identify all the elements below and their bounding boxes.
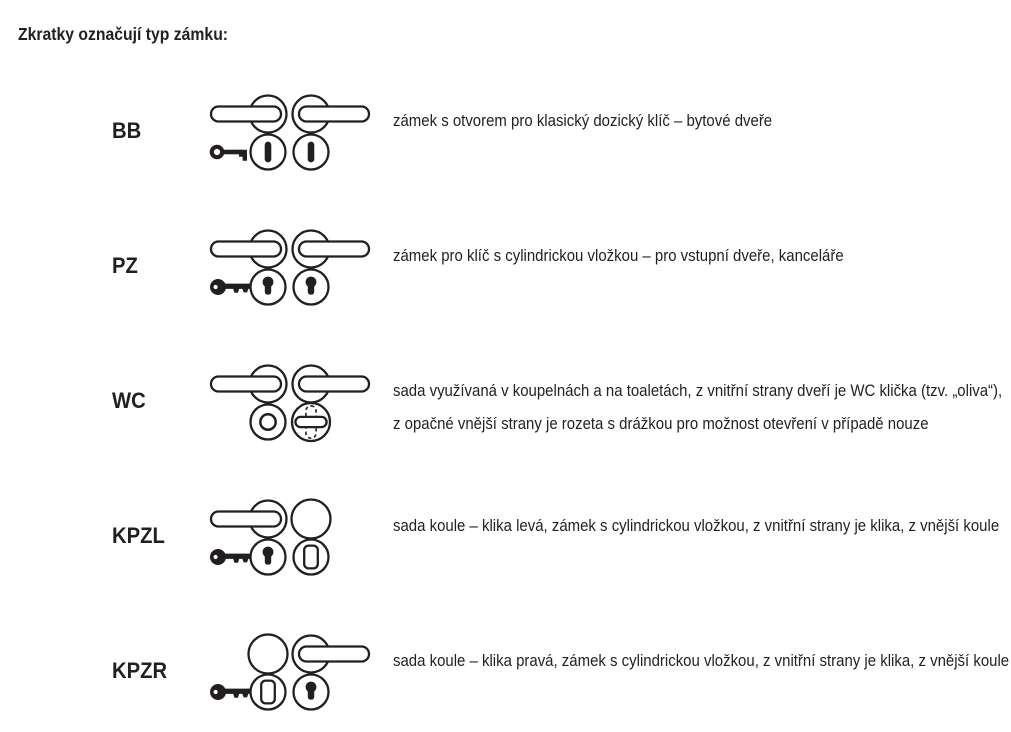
description-line: zámek s otvorem pro klasický dozický klíč – bytové dveře (393, 111, 773, 130)
door-handle-right-icon (290, 632, 372, 676)
pz-keyhole-rosette-icon (289, 672, 333, 712)
description-line: sada koule – klika levá, zámek s cylindrickou vložkou, z vnitřní strany je klika, z vnější koule (393, 516, 1000, 535)
description-line: sada využívaná v koupelnách a na toaletách, z vnitřní strany dveří je WC klička (tzv. „oliva“), (393, 381, 1003, 400)
door-handle-left-icon (208, 497, 290, 541)
lock-code-label: KPZR (112, 658, 168, 683)
lock-type-row-bb (0, 94, 1011, 190)
lock-code-label: PZ (112, 253, 138, 278)
door-handle-left-icon (208, 92, 290, 136)
door-knob-ball-icon (289, 497, 333, 541)
lock-type-row-pz (0, 229, 1011, 325)
bb-keyhole-rosette-icon (289, 132, 333, 172)
door-handle-left-icon (208, 227, 290, 271)
door-handle-right-icon (290, 92, 372, 136)
groove-rosette-icon (246, 402, 290, 442)
bb-keyhole-rosette-icon (246, 132, 290, 172)
lock-description (393, 239, 905, 272)
lock-code-label: KPZL (112, 523, 165, 548)
description-line: sada koule – klika pravá, zámek s cylindrickou vložkou, z vnitřní strany je klika, z vnější koule (393, 651, 1010, 670)
lock-description (393, 644, 1011, 677)
pz-keyhole-rosette-icon (246, 537, 290, 577)
lock-code-label: WC (112, 388, 146, 413)
door-handle-left-icon (208, 362, 290, 406)
lock-type-row-kpzr (0, 634, 1011, 730)
lock-description (393, 509, 1011, 542)
lock-code-label: BB (112, 118, 142, 143)
description-line: z opačné vnější strany je rozeta s drážkou pro možnost otevření v případě nouze (393, 414, 929, 433)
lock-description (393, 374, 1011, 440)
description-line: zámek pro klíč s cylindrickou vložkou – pro vstupní dveře, kanceláře (393, 246, 844, 265)
blind-rosette-icon (289, 537, 333, 577)
door-knob-ball-icon (246, 632, 290, 676)
pz-keyhole-rosette-icon (246, 267, 290, 307)
page-title: Zkratky označují typ zámku: (18, 24, 229, 44)
pz-keyhole-rosette-icon (289, 267, 333, 307)
blind-rosette-icon (246, 672, 290, 712)
lock-description (393, 104, 824, 137)
lock-type-row-wc (0, 364, 1011, 460)
wc-oliva-knob-icon (287, 399, 335, 445)
lock-type-row-kpzl (0, 499, 1011, 595)
door-handle-right-icon (290, 227, 372, 271)
